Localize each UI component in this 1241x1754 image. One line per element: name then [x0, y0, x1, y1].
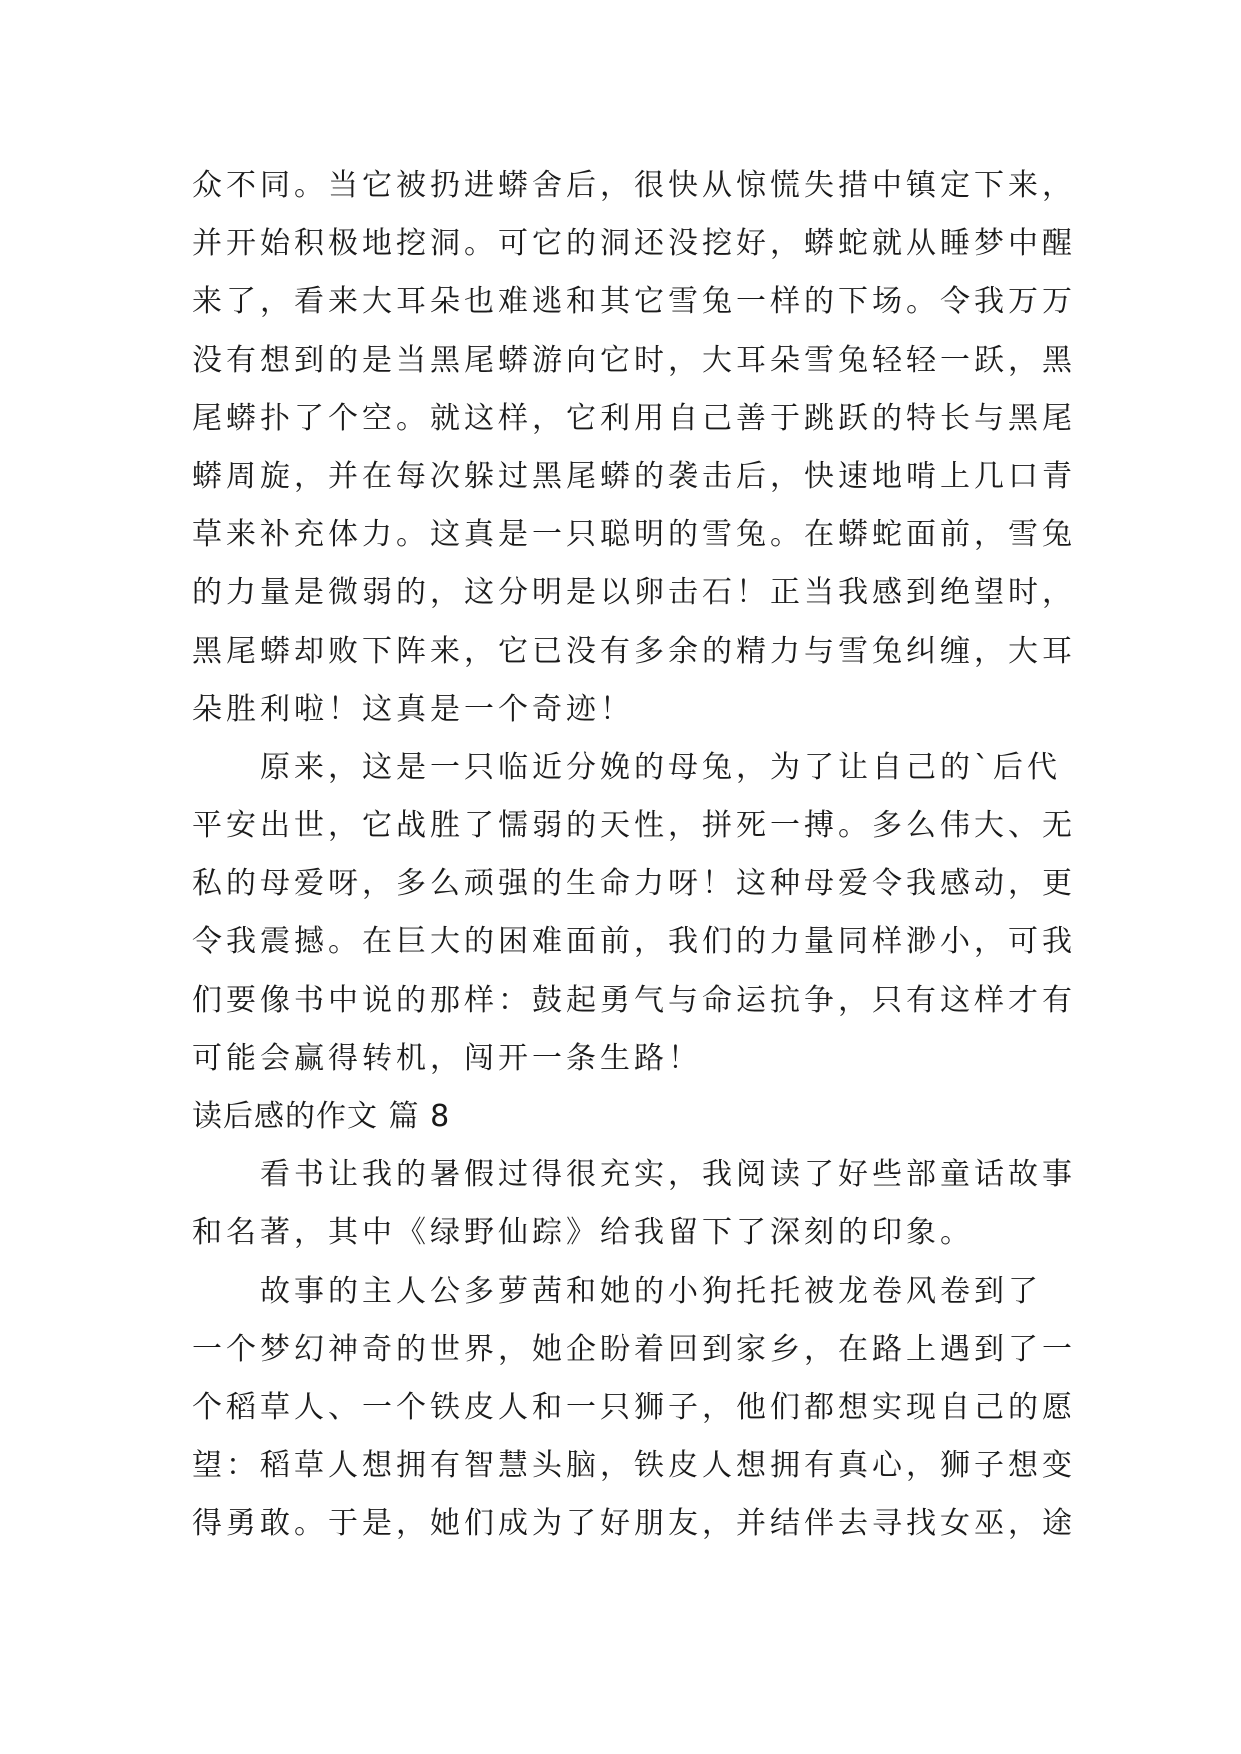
- text-line: 故事的主人公多萝茜和她的小狗托托被龙卷风卷到了: [260, 1273, 1042, 1309]
- text-line: 黑尾蟒却败下阵来，它已没有多余的精力与雪兔纠缠，大耳: [192, 633, 1076, 669]
- text-line: 望：稻草人想拥有智慧头脑，铁皮人想拥有真心，狮子想变: [192, 1448, 1076, 1484]
- text-line: 一个梦幻神奇的世界，她企盼着回到家乡，在路上遇到了一: [192, 1331, 1076, 1367]
- text-line: 平安出世，它战胜了懦弱的天性，拼死一搏。多么伟大、无: [192, 808, 1076, 844]
- text-line: 原来，这是一只临近分娩的母兔，为了让自己的`后代: [260, 749, 1061, 785]
- text-line: 个稻草人、一个铁皮人和一只狮子，他们都想实现自己的愿: [192, 1389, 1076, 1425]
- text-line: 可能会赢得转机，闯开一条生路！: [192, 1040, 702, 1076]
- text-line: 们要像书中说的那样：鼓起勇气与命运抗争，只有这样才有: [192, 982, 1076, 1018]
- text-line: 蟒周旋，并在每次躲过黑尾蟒的袭击后，快速地啃上几口青: [192, 458, 1076, 494]
- text-line: 来了，看来大耳朵也难逃和其它雪兔一样的下场。令我万万: [192, 284, 1076, 320]
- text-line: 的力量是微弱的，这分明是以卵击石！正当我感到绝望时，: [192, 575, 1076, 611]
- text-line: 草来补充体力。这真是一只聪明的雪兔。在蟒蛇面前，雪兔: [192, 517, 1076, 553]
- document-body: [192, 157, 1076, 1554]
- text-line: 尾蟒扑了个空。就这样，它利用自己善于跳跃的特长与黑尾: [192, 400, 1076, 436]
- text-line: 看书让我的暑假过得很充实，我阅读了好些部童话故事: [260, 1157, 1076, 1193]
- text-line: 众不同。当它被扔进蟒舍后，很快从惊慌失措中镇定下来，: [192, 168, 1076, 203]
- text-line: 并开始积极地挖洞。可它的洞还没挖好，蟒蛇就从睡梦中醒: [192, 226, 1076, 262]
- text-line: 得勇敢。于是，她们成为了好朋友，并结伴去寻找女巫，途: [192, 1506, 1076, 1542]
- text-line: 和名著，其中《绿野仙踪》给我留下了深刻的印象。: [192, 1215, 974, 1251]
- section-heading: 读后感的作文 篇 8: [192, 1099, 451, 1134]
- text-line: 令我震撼。在巨大的困难面前，我们的力量同样渺小，可我: [192, 924, 1076, 960]
- text-line: 朵胜利啦！这真是一个奇迹！: [192, 691, 634, 727]
- text-line: 私的母爱呀，多么顽强的生命力呀！这种母爱令我感动，更: [192, 866, 1076, 902]
- text-line: 没有想到的是当黑尾蟒游向它时，大耳朵雪兔轻轻一跃，黑: [192, 342, 1076, 378]
